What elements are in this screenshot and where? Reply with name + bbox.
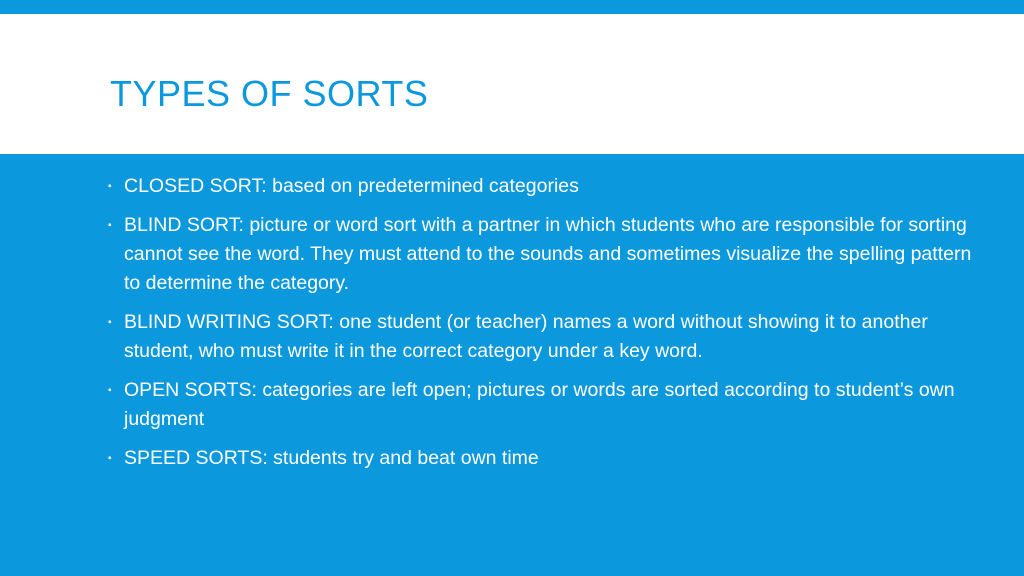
title-band (0, 14, 1024, 154)
bullet-item-closed-sort (108, 172, 988, 201)
bullet-square-icon: ▪ (108, 317, 112, 328)
bullet-text: CLOSED SORT: based on predetermined categories (124, 175, 579, 197)
bullet-text: BLIND SORT: picture or word sort with a partner in which students who are responsible for sorting cannot see the word. They must attend to the sounds and sometimes visualize the spelling pattern to determine the category. (124, 214, 972, 294)
bullet-item-blind-writing-sort (108, 308, 988, 366)
bullet-item-speed-sorts (108, 444, 988, 473)
bullet-text: BLIND WRITING SORT: one student (or teacher) names a word without showing it to another student, who must write it in the correct category under a key word. (124, 311, 928, 362)
slide-title: TYPES OF SORTS (110, 73, 429, 114)
bullet-item-open-sorts (108, 376, 988, 434)
bullet-square-icon: ▪ (108, 453, 112, 464)
bullet-text: OPEN SORTS: categories are left open; pictures or words are sorted according to student’s own judgment (124, 379, 955, 430)
bullet-square-icon: ▪ (108, 181, 112, 192)
bullet-square-icon: ▪ (108, 385, 112, 396)
bullet-square-icon: ▪ (108, 220, 112, 231)
bullet-text: SPEED SORTS: students try and beat own time (124, 447, 539, 469)
bullet-item-blind-sort (108, 211, 988, 298)
bullet-list (108, 172, 988, 483)
